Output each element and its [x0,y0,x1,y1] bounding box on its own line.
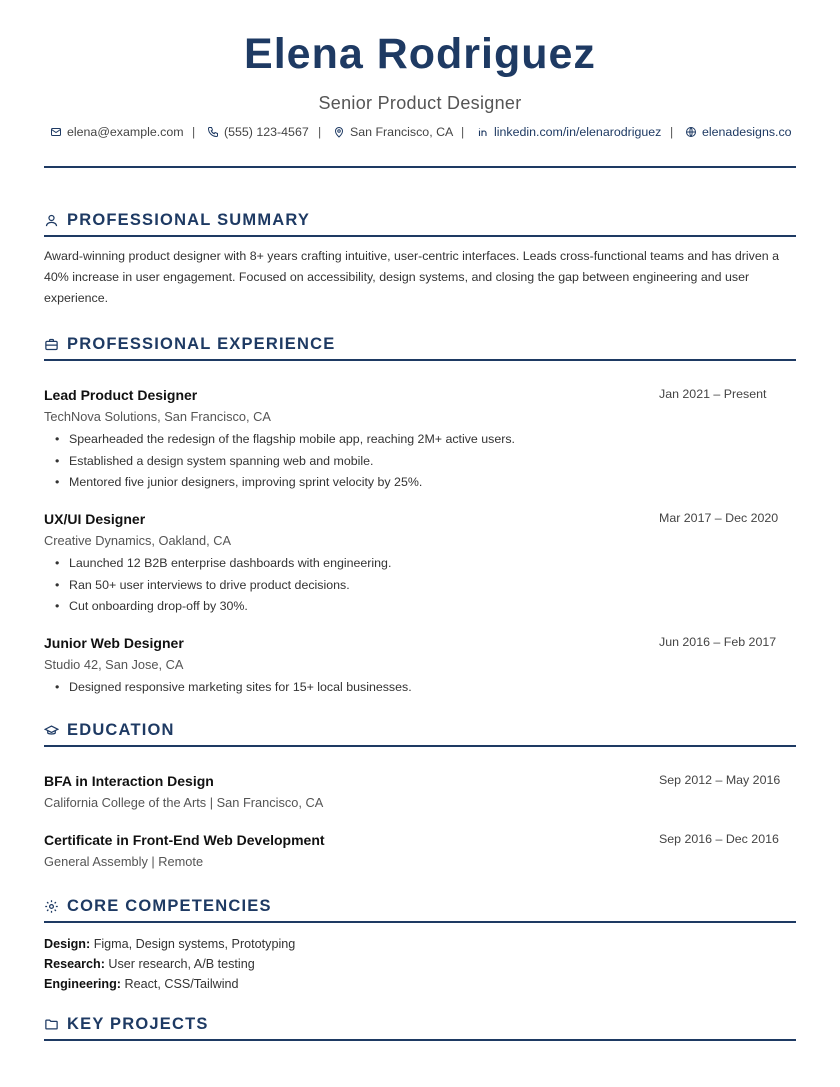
job-organization: Creative Dynamics, Oakland, CA [44,533,232,548]
bullet-text: Established a design system spanning web and mobile. [69,454,374,468]
contact-email-text: elena@example.com [67,125,184,139]
contact-location-text: San Francisco, CA [350,125,454,139]
contact-phone-text: (555) 123-4567 [224,125,309,139]
contact-location [333,125,453,139]
competency-label: Research: [44,957,105,971]
job-bullet: • Cut onboarding drop-off by 30%. [55,599,248,613]
job-role: UX/UI Designer [44,511,146,527]
bullet-text: Mentored five junior designers, improving sprint velocity by 25%. [69,475,423,489]
job-bullet: • Launched 12 B2B enterprise dashboards with engineering. [55,556,392,570]
job-organization: TechNova Solutions, San Francisco, CA [44,409,271,424]
contact-website[interactable] [685,125,792,139]
phone-icon [207,126,219,138]
section-header-competencies [44,892,796,920]
job-bullet: • Mentored five junior designers, improving sprint velocity by 25%. [55,475,423,489]
competency-row [44,934,295,954]
map-pin-icon [333,126,345,138]
header-divider [44,166,796,168]
education-degree: Certificate in Front-End Web Development [44,832,325,848]
contact-separator: | [461,125,465,139]
graduation-cap-icon [44,723,59,738]
contact-linkedin[interactable] [477,125,661,139]
section-header-projects [44,1010,796,1038]
competency-row [44,954,295,974]
job-title-subtitle: Senior Product Designer [318,93,522,113]
job-bullet: • Established a design system spanning web and mobile. [55,454,374,468]
section-divider [44,235,796,237]
contact-bar [0,125,840,141]
contact-website-text: elenadesigns.co [702,125,792,139]
globe-icon [685,126,697,138]
contact-separator: | [318,125,322,139]
contact-separator: | [192,125,196,139]
section-title: KEY PROJECTS [67,1014,209,1033]
section-divider [44,921,796,923]
folder-icon [44,1017,59,1032]
job-dates: Jun 2016 – Feb 2017 [659,635,777,649]
job-dates: Jan 2021 – Present [659,387,767,401]
section-header-summary [44,206,796,234]
bullet-text: Designed responsive marketing sites for 15+ local businesses. [69,680,412,694]
summary-paragraph: Award-winning product designer with 8+ years crafting intuitive, user-centric interfaces. Leads cross-functional teams and has driven a 40% increase in user engagement. Focused on accessibility, design systems, and closing the gap between engineering and user experience. [44,249,779,305]
competency-value: React, CSS/Tailwind [124,977,239,991]
section-divider [44,1039,796,1041]
education-school: California College of the Arts | San Francisco, CA [44,795,324,810]
gear-icon [44,899,59,914]
competency-value: User research, A/B testing [108,957,255,971]
job-organization: Studio 42, San Jose, CA [44,657,184,672]
bullet-text: Ran 50+ user interviews to drive product decisions. [69,578,350,592]
section-header-education [44,716,796,744]
section-header-experience [44,330,796,358]
bullet-text: Cut onboarding drop-off by 30%. [69,599,248,613]
contact-email[interactable] [50,125,184,139]
section-title: CORE COMPETENCIES [67,896,272,915]
competency-row [44,974,295,994]
job-dates: Mar 2017 – Dec 2020 [659,511,779,525]
section-title: EDUCATION [67,720,175,739]
contact-phone[interactable] [207,125,309,139]
mail-icon [50,126,62,138]
job-role: Lead Product Designer [44,387,198,403]
section-title: PROFESSIONAL SUMMARY [67,210,311,229]
job-role: Junior Web Designer [44,635,184,651]
education-school: General Assembly | Remote [44,854,204,869]
briefcase-icon [44,337,59,352]
competencies-list [44,934,295,994]
job-bullet: • Spearheaded the redesign of the flagship mobile app, reaching 2M+ active users. [55,432,516,446]
section-divider [44,359,796,361]
bullet-text: Spearheaded the redesign of the flagship mobile app, reaching 2M+ active users. [69,432,516,446]
section-title: PROFESSIONAL EXPERIENCE [67,334,336,353]
competency-label: Engineering: [44,977,121,991]
competency-label: Design: [44,937,91,951]
education-dates: Sep 2016 – Dec 2016 [659,832,779,846]
education-dates: Sep 2012 – May 2016 [659,773,781,787]
bullet-text: Launched 12 B2B enterprise dashboards with engineering. [69,556,392,570]
user-icon [44,213,59,228]
job-bullet: • Designed responsive marketing sites for 15+ local businesses. [55,680,412,694]
contact-separator: | [670,125,674,139]
education-degree: BFA in Interaction Design [44,773,214,789]
candidate-name: Elena Rodriguez [244,30,596,78]
section-divider [44,745,796,747]
linkedin-icon [477,126,489,138]
job-bullet: • Ran 50+ user interviews to drive product decisions. [55,578,350,592]
competency-value: Figma, Design systems, Prototyping [93,937,296,951]
contact-linkedin-text: linkedin.com/in/elenarodriguez [494,125,662,139]
